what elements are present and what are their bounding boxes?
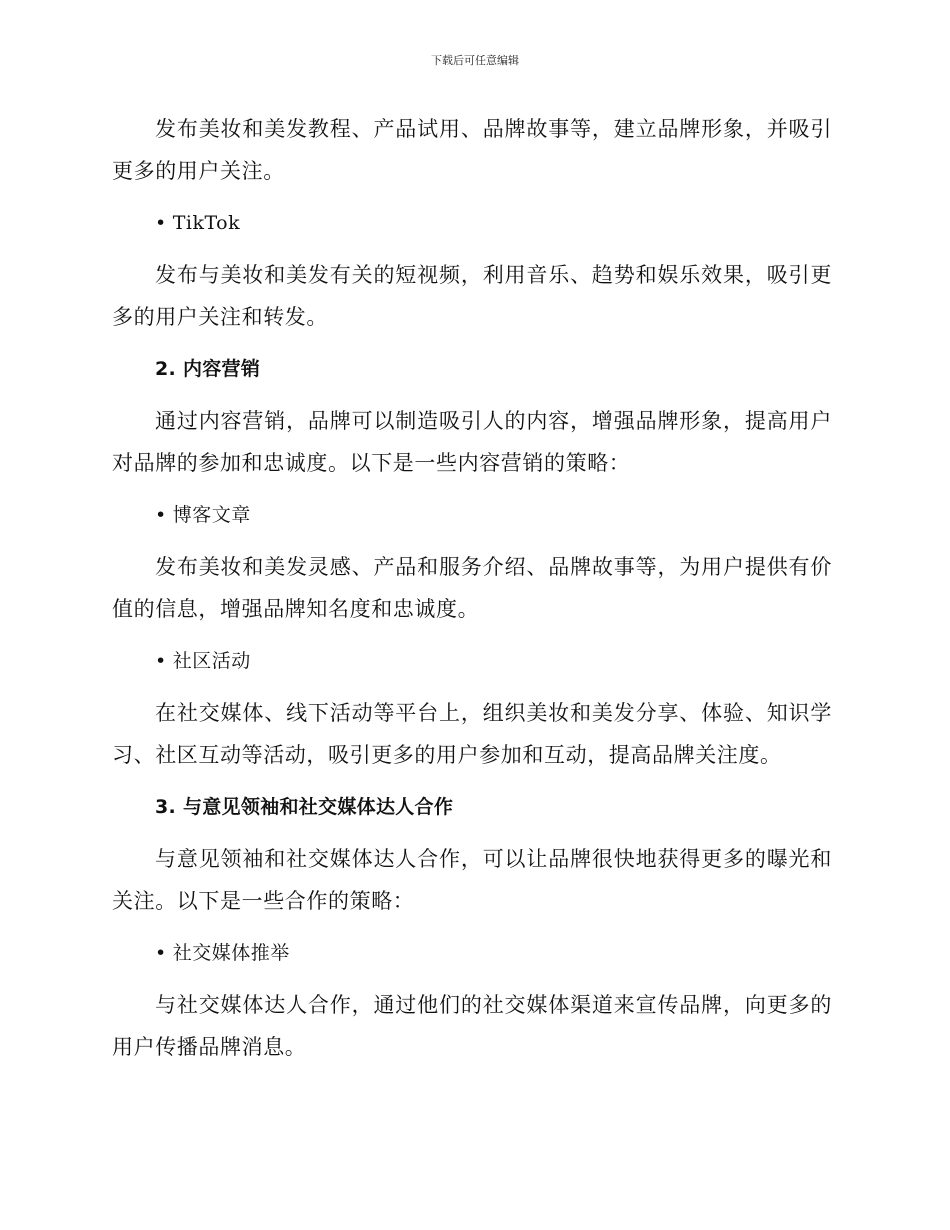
paragraph: 发布与美妆和美发有关的短视频，利用音乐、趋势和娱乐效果，吸引更多的用户关注和转发。 [112,263,832,329]
section-heading: 3. 与意见领袖和社交媒体达人合作 [155,796,454,818]
bullet-label: 社区活动 [172,650,251,672]
paragraph: 通过内容营销，品牌可以制造吸引人的内容，增强品牌形象，提高用户对品牌的参加和忠诚度。以下是一些内容营销的策略： [112,409,832,475]
bullet-icon: • [155,212,167,234]
bullet-item [112,202,832,244]
bullet-item [112,932,832,974]
bullet-icon: • [155,942,167,964]
page-header: 下载后可任意编辑 [431,54,519,67]
paragraph: 与社交媒体达人合作，通过他们的社交媒体渠道来宣传品牌，向更多的用户传播品牌消息。 [112,993,832,1059]
section-heading: 2. 内容营销 [155,358,261,380]
bullet-item [112,640,832,682]
paragraph: 与意见领袖和社交媒体达人合作，可以让品牌很快地获得更多的曝光和关注。以下是一些合作的策略： [112,847,832,913]
paragraph: 发布美妆和美发教程、产品试用、品牌故事等，建立品牌形象，并吸引更多的用户关注。 [112,117,832,183]
bullet-label: 博客文章 [172,504,251,526]
document-body [112,108,832,1078]
bullet-item [112,494,832,536]
bullet-label: TikTok [172,212,241,234]
bullet-label: 社交媒体推举 [172,942,290,964]
bullet-icon: • [155,504,167,526]
paragraph: 发布美妆和美发灵感、产品和服务介绍、品牌故事等，为用户提供有价值的信息，增强品牌知名度和忠诚度。 [112,555,832,621]
paragraph: 在社交媒体、线下活动等平台上，组织美妆和美发分享、体验、知识学习、社区互动等活动，吸引更多的用户参加和互动，提高品牌关注度。 [112,701,832,767]
bullet-icon: • [155,650,167,672]
